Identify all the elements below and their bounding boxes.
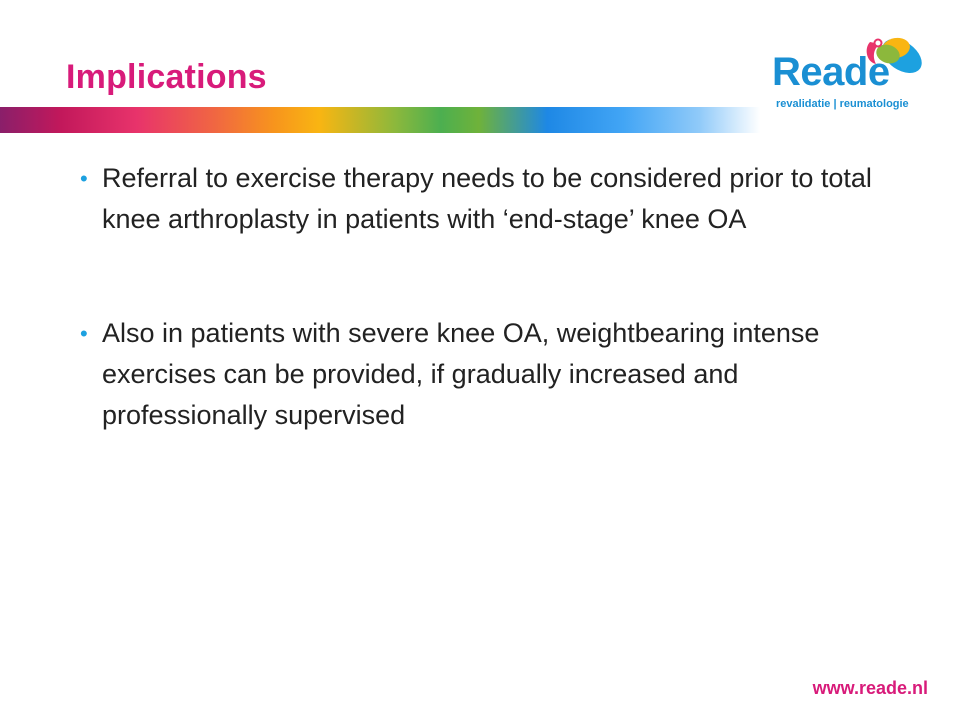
bullet-item (60, 158, 900, 240)
bullet-list (60, 158, 900, 436)
logo-tagline: revalidatie | reumatologie (776, 98, 909, 110)
bullet-icon: • (80, 321, 88, 346)
bullet-icon: • (80, 166, 88, 191)
bullet-text: Referral to exercise therapy needs to be considered prior to total knee arthroplasty in patients with ‘end-stage’ knee OA (102, 163, 872, 234)
rainbow-divider-bar (0, 107, 760, 133)
footer-website-link[interactable]: www.reade.nl (812, 678, 928, 698)
bullet-text: Also in patients with severe knee OA, weightbearing intense exercises can be provided, if gradually increased and professionally supervised (102, 318, 820, 430)
reade-logo (768, 34, 938, 114)
slide-title: Implications (66, 58, 267, 96)
logo-wordmark: Reade (772, 50, 890, 94)
bullet-item (60, 313, 900, 436)
